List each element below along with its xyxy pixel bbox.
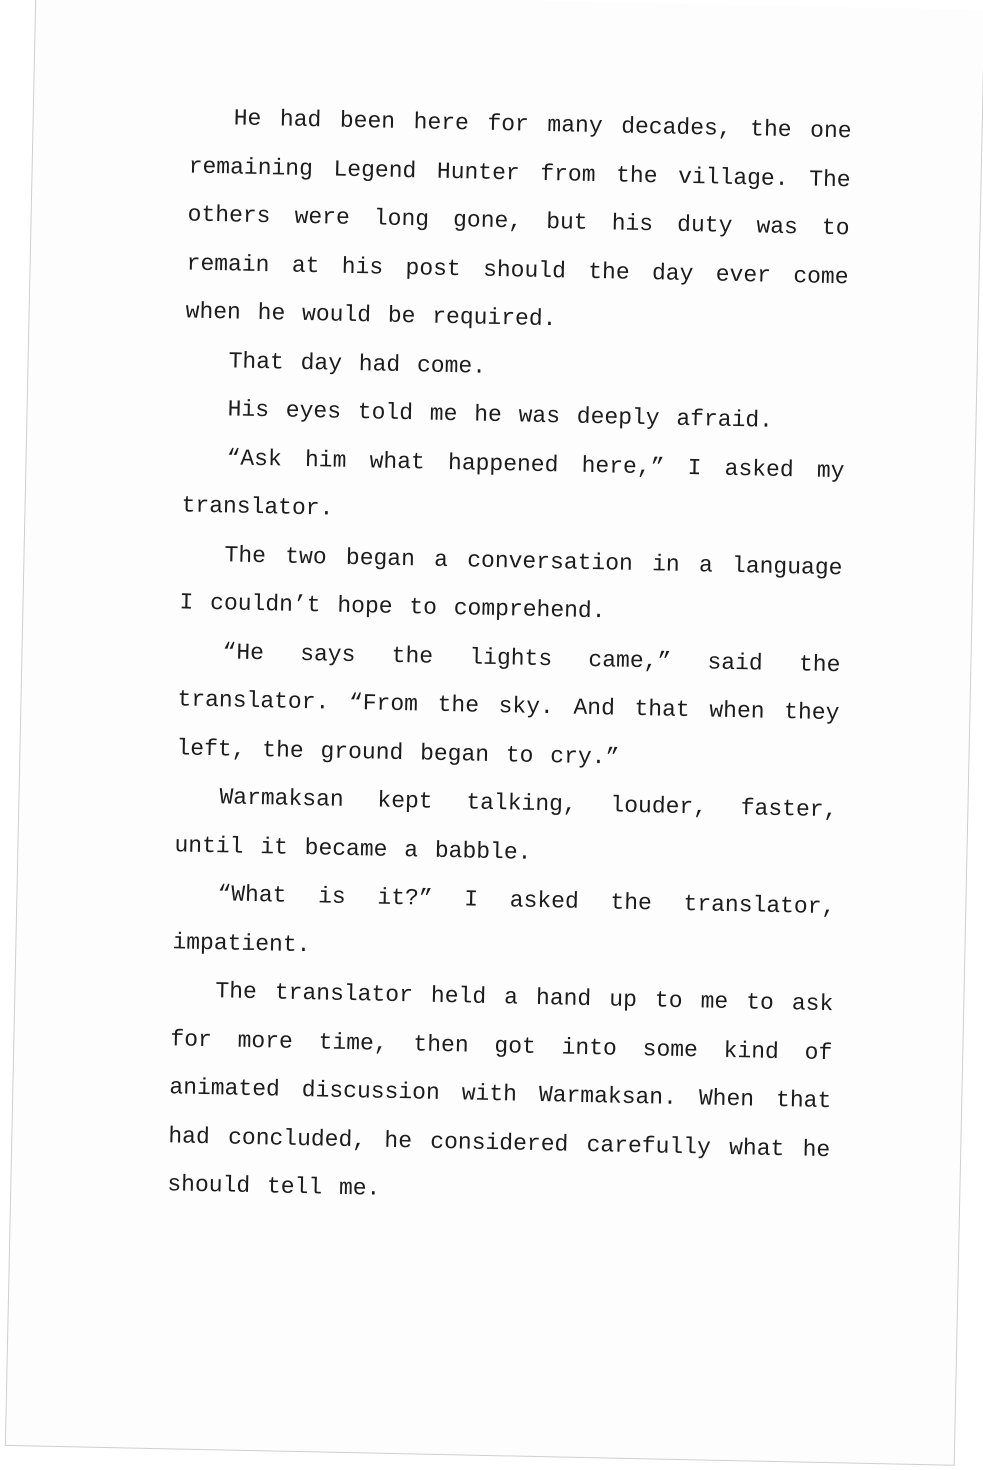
paragraph-4: “Ask him what happened here,” I asked my translator. (181, 444, 845, 522)
paragraph-1: He had been here for many decades, the one remaining Legend Hunter from the village. The others were long gone, but his duty was to remain at his post should the day ever come when he would be required. (185, 105, 852, 333)
paragraph-7: Warmaksan kept talking, louder, faster, until it became a babble. (174, 784, 838, 866)
paragraph-3: His eyes told me he was deeply afraid. (227, 396, 774, 434)
paragraph-8: “What is it?” I asked the translator, impatient. (172, 881, 836, 958)
paragraph-5: The two began a conversation in a language I couldn’t hope to comprehend. (179, 541, 843, 625)
paragraph-6: “He says the lights came,” said the translator. “From the sky. And that when they left, the ground began to cry.” (176, 638, 841, 771)
manuscript-text (167, 93, 852, 1222)
paragraph-2: That day had come. (228, 347, 487, 380)
paragraph-9: The translator held a hand up to me to ask for more time, then got into some kind of animated discussion with Warmaksan. When that had concluded, he considered carefully what he should tell me. (167, 978, 834, 1202)
manuscript-page (5, 0, 983, 1466)
